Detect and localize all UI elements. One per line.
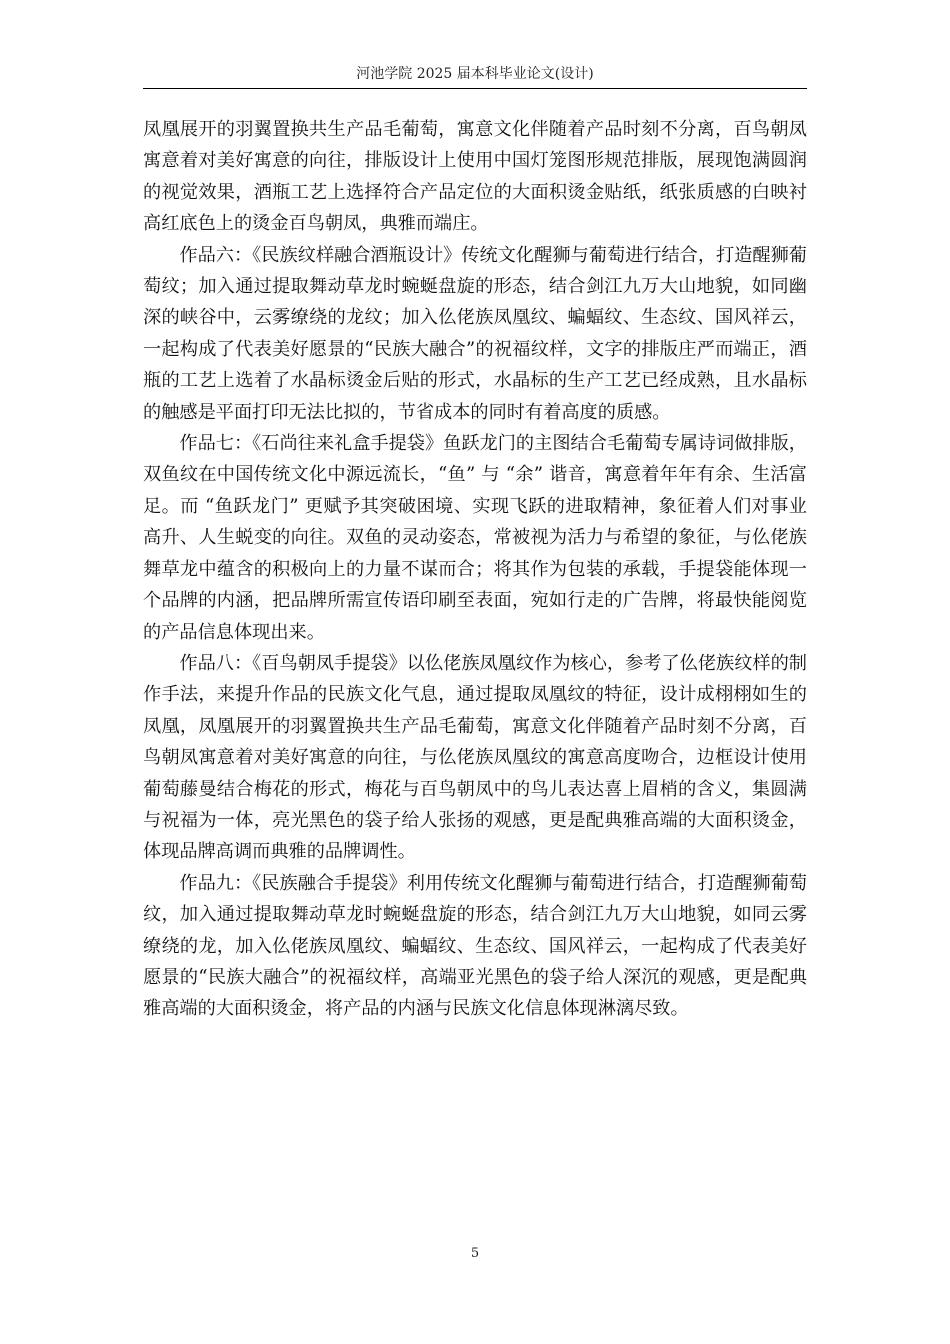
paragraph-work-nine: 作品九：《民族融合手提袋》利用传统文化醒狮与葡萄进行结合，打造醒狮葡萄纹，加入通过提取舞动草龙时蜿蜒盘旋的形态，结合剑江九万大山地貌，如同云雾缭绕的龙，加入仫佬族凤凰纹、蝙蝠纹、生态纹、国风祥云，一起构成了代表美好愿景的“民族大融合”的祝福纹样，高端亚光黑色的袋子给人深沉的观感，更是配典雅高端的大面积烫金，将产品的内涵与民族文化信息体现淋漓尽致。 [143, 872, 807, 1020]
paragraph-work-eight: 作品八：《百鸟朝凤手提袋》以仫佬族凤凰纹作为核心，参考了仫佬族纹样的制作手法，来提升作品的民族文化气息，通过提取凤凰纹的特征，设计成栩栩如生的凤凰，凤凰展开的羽翼置换共生产品毛葡萄，寓意文化伴随着产品时刻不分离，百鸟朝凤寓意着对美好寓意的向往，与仫佬族凤凰纹的寓意高度吻合，边框设计使用葡萄藤曼结合梅花的形式，梅花与百鸟朝凤中的鸟儿表达喜上眉梢的含义，集圆满与祝福为一体，亮光黑色的袋子给人张扬的观感，更是配典雅高端的大面积烫金，体现品牌高调而典雅的品牌调性。 [143, 652, 807, 863]
header-divider [143, 88, 807, 89]
page-number: 5 [470, 1246, 480, 1261]
paragraph-continued: 凤凰展开的羽翼置换共生产品毛葡萄，寓意文化伴随着产品时刻不分离，百鸟朝凤寓意着对美好寓意的向往，排版设计上使用中国灯笼图形规范排版，展现饱满圆润的视觉效果，酒瓶工艺上选择符合产品定位的大面积烫金贴纸，纸张质感的白映衬高红底色上的烫金百鸟朝凤，典雅而端庄。 [143, 119, 807, 235]
body-text [143, 114, 807, 1025]
paragraph-work-six: 作品六：《民族纹样融合酒瓶设计》传统文化醒狮与葡萄进行结合，打造醒狮葡萄纹；加入通过提取舞动草龙时蜿蜒盘旋的形态，结合剑江九万大山地貌，如同幽深的峡谷中，云雾缭绕的龙纹；加入仫佬族凤凰纹、蝙蝠纹、生态纹、国风祥云，一起构成了代表美好愿景的“民族大融合”的祝福纹样，文字的排版庄严而端正，酒瓶的工艺上选着了水晶标烫金后贴的形式，水晶标的生产工艺已经成熟，且水晶标的触感是平面打印无法比拟的，节省成本的同时有着高度的质感。 [143, 244, 807, 423]
running-header: 河池学院 2025 届本科毕业论文(设计) [356, 66, 594, 82]
paragraph-work-seven: 作品七：《石尚往来礼盒手提袋》鱼跃龙门的主图结合毛葡萄专属诗词做排版，双鱼纹在中国传统文化中源远流长，“鱼” 与 “余” 谐音，寓意着年年有余、生活富足。而 “鱼跃龙门” 更赋予其突破困境、实现飞跃的进取精神，象征着人们对事业高升、人生蜕变的向往。双鱼的灵动姿态，常被视为活力与希望的象征，与仫佬族舞草龙中蕴含的积极向上的力量不谋而合；将其作为包装的承载，手提袋能体现一个品牌的内涵，把品牌所需宣传语印刷至表面，宛如行走的广告牌，将最快能阅览的产品信息体现出来。 [143, 433, 807, 643]
